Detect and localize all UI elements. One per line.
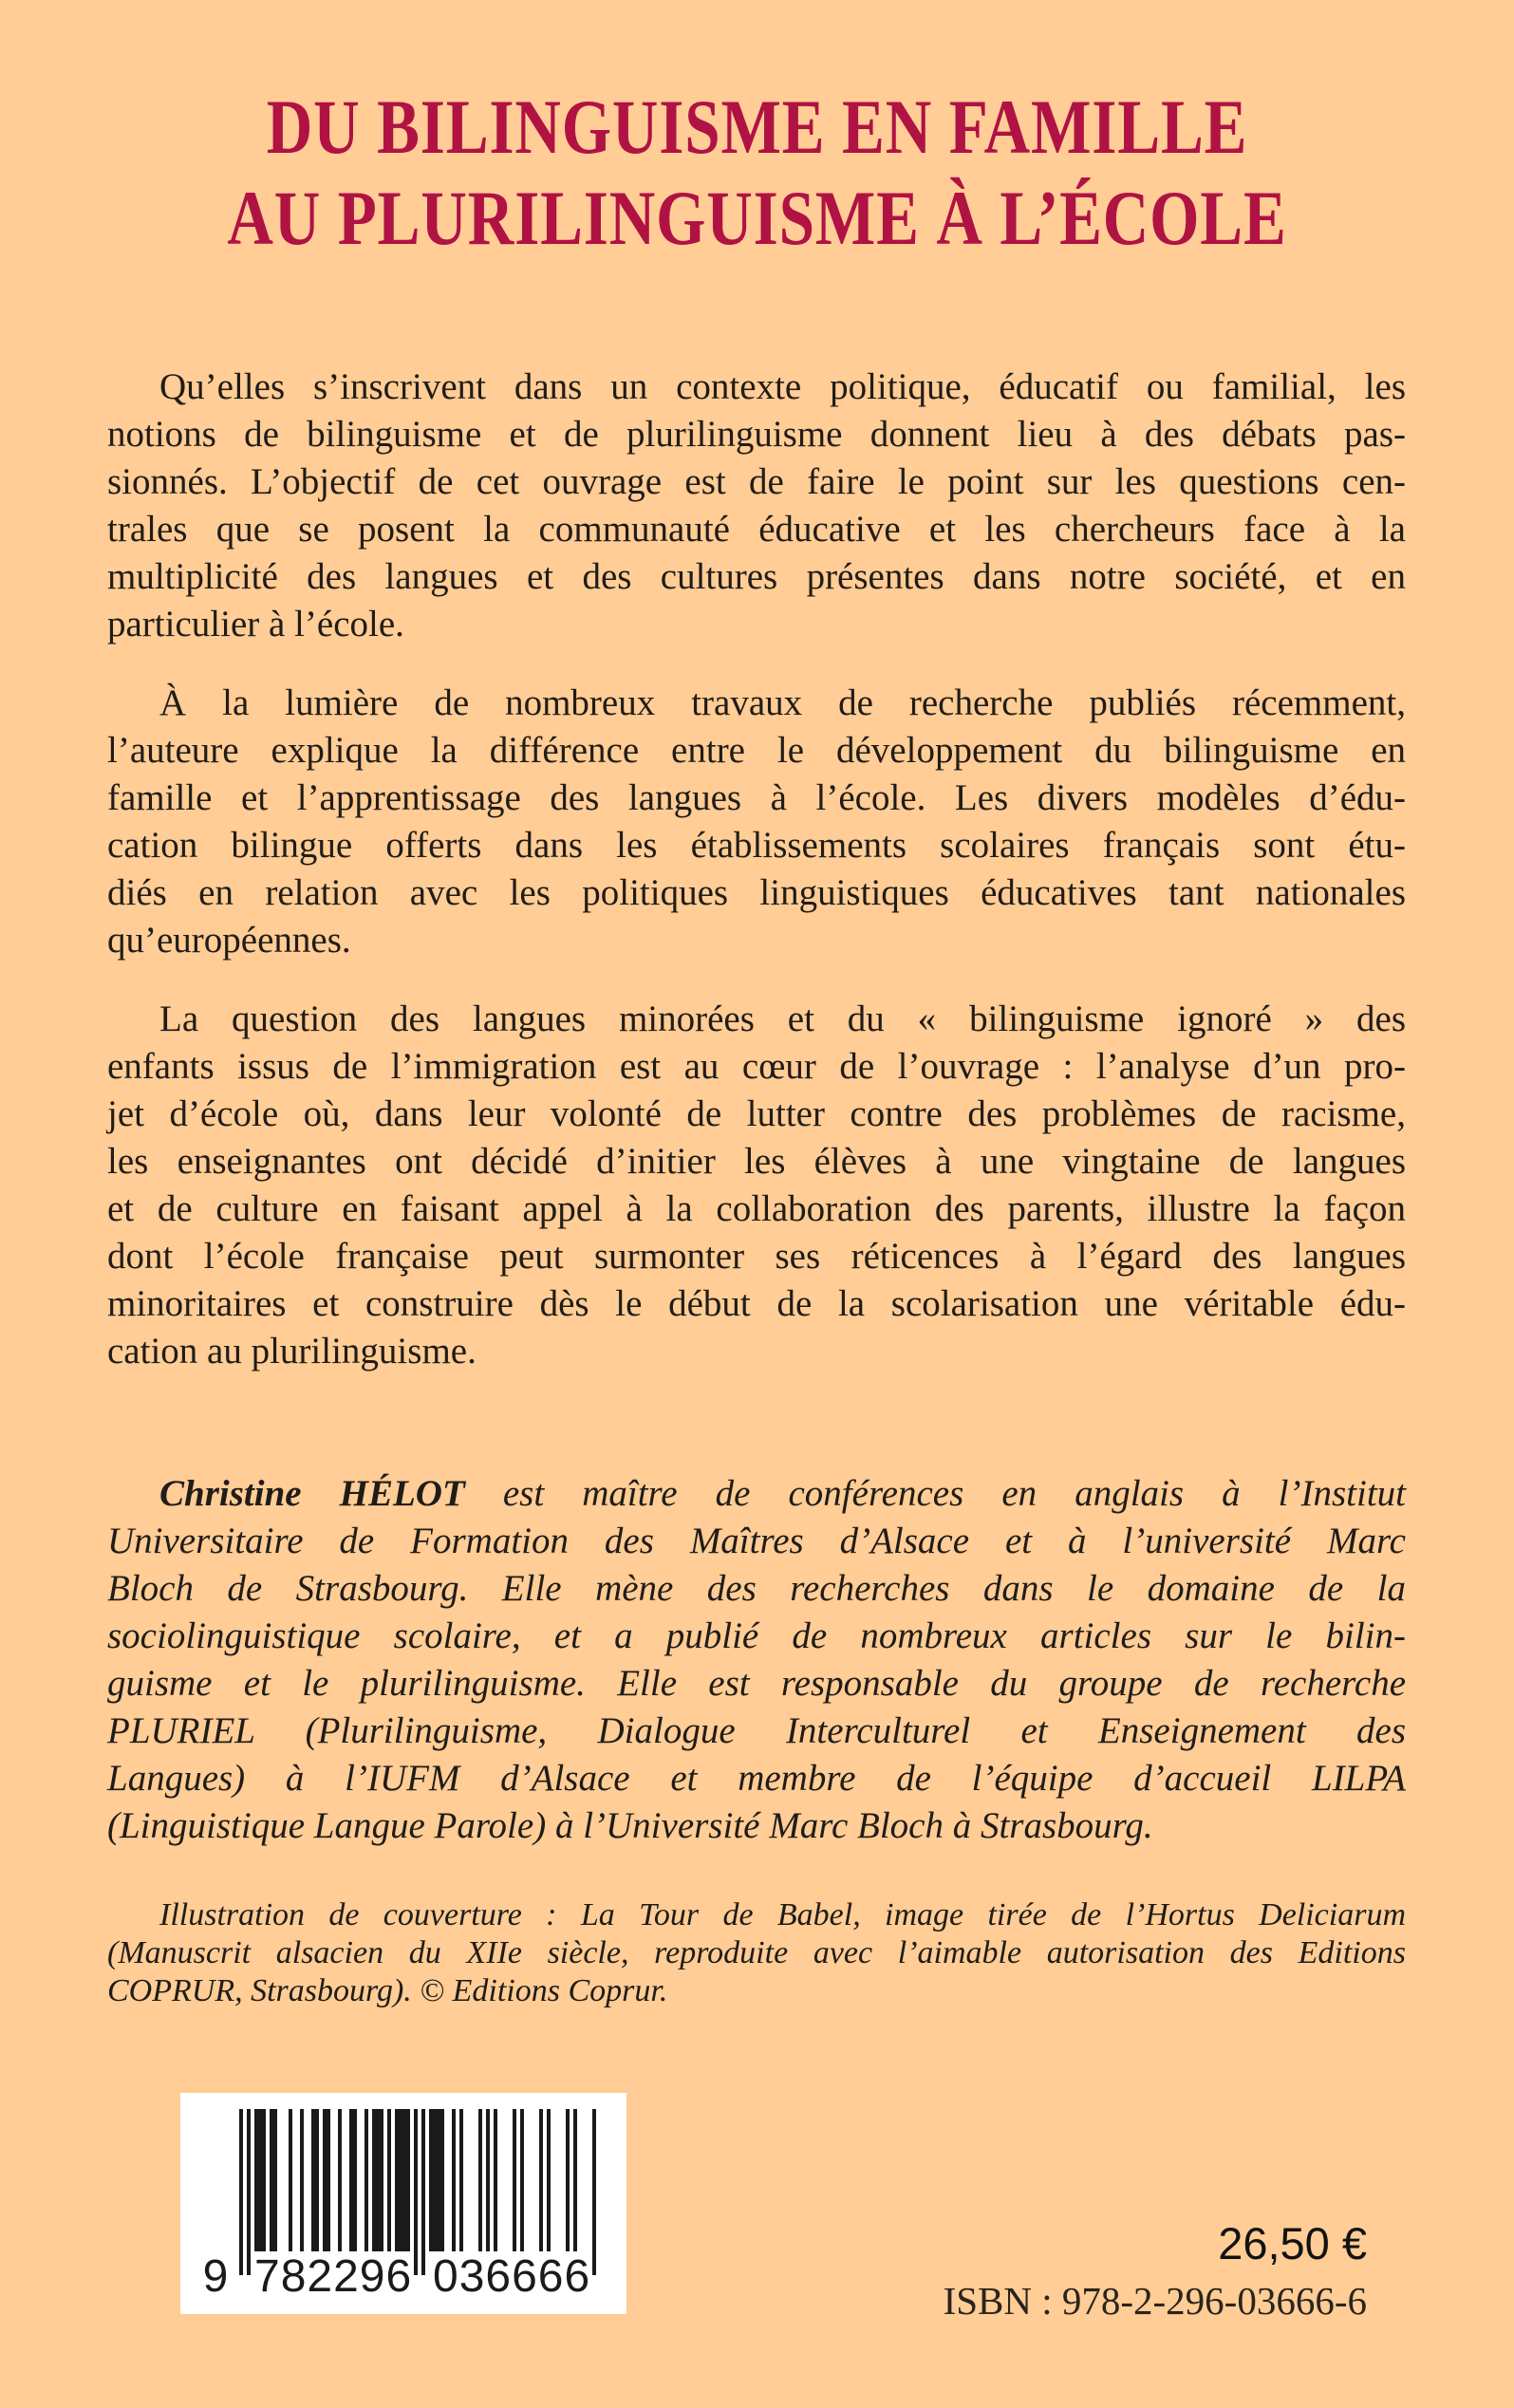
text-line: Christine HÉLOT est maître de conférences en anglais à l’Institut (159, 1473, 1406, 1514)
text-line: guisme et le plurilinguisme. Elle est responsable du groupe de recherche (107, 1663, 1406, 1704)
price: 26,50 € (1218, 2218, 1367, 2268)
barcode-bar (273, 2109, 277, 2251)
barcode-bar (566, 2109, 570, 2251)
book-title-line2: AU PLURILINGUISME À L’ÉCOLE (227, 175, 1287, 261)
barcode-bar (353, 2109, 357, 2251)
barcode-bar (440, 2109, 444, 2251)
text-line: diés en relation avec les politiques linguistiques éducatives tant nationales (107, 872, 1406, 913)
text-line: sionnés. L’objectif de cet ouvrage est de faire le point sur les questions cen- (107, 461, 1406, 502)
paragraph (107, 996, 1406, 1375)
text-line: (Manuscrit alsacien du XIIe siècle, reproduite avec l’aimable autorisation des Editions (107, 1935, 1406, 1970)
text-line: jet d’école où, dans leur volonté de lutter contre des problèmes de racisme, (107, 1093, 1406, 1134)
paragraph (107, 364, 1406, 648)
barcode-bar (289, 2109, 292, 2251)
text-line: famille et l’apprentissage des langues à l’école. Les divers modèles d’édu- (107, 777, 1406, 818)
text-line: sociolinguistique scolaire, et a publié de nombreux articles sur le bilin- (107, 1615, 1406, 1656)
author-name: Christine HÉLOT (159, 1473, 465, 1514)
barcode-bar (364, 2109, 368, 2251)
cover-illustration-credit (107, 1896, 1406, 2010)
book-title (137, 82, 1378, 264)
barcode-bar (380, 2109, 383, 2251)
text-line: (Linguistique Langue Parole) à l’Université Marc Bloch à Strasbourg. (107, 1805, 1153, 1846)
barcode-bar (539, 2109, 543, 2251)
text-line: particulier à l’école. (107, 604, 404, 644)
barcode-bar (520, 2109, 524, 2251)
text-line: multiplicité des langues et des cultures présentes dans notre société, et en (107, 556, 1406, 597)
barcode-bar (421, 2109, 425, 2275)
barcode-bar (478, 2109, 482, 2251)
text-line: cation bilingue offerts dans les établissements scolaires français sont étu- (107, 825, 1406, 866)
text-line: les enseignantes ont décidé d’initier les élèves à une vingtaine de langues (107, 1141, 1406, 1182)
barcode-bar (494, 2109, 497, 2251)
text-line: La question des langues minorées et du « bilinguisme ignoré » des (159, 999, 1406, 1039)
barcode-digits-right: 036666 (433, 2251, 591, 2302)
synopsis-paragraphs (107, 364, 1406, 1375)
text-line: PLURIEL (Plurilinguisme, Dialogue Interculturel et Enseignement des (107, 1710, 1406, 1751)
barcode-digits-left: 782296 (254, 2251, 413, 2302)
barcode-bar (592, 2109, 596, 2275)
barcode-bar (327, 2109, 330, 2251)
barcode-bar (547, 2109, 551, 2251)
barcode-bar (459, 2109, 463, 2251)
text-line: Qu’elles s’inscrivent dans un contexte politique, éducatif ou familial, les (159, 366, 1406, 407)
barcode-bar (452, 2109, 456, 2251)
text-line: notions de bilinguisme et de plurilinguisme donnent lieu à des débats pas- (107, 414, 1406, 455)
barcode-digit-leading: 9 (202, 2251, 229, 2302)
text-line: qu’européennes. (107, 920, 351, 961)
text-line: cation au plurilinguisme. (107, 1331, 477, 1372)
barcode-bar (486, 2109, 490, 2251)
isbn: ISBN : 978-2-296-03666-6 (943, 2279, 1367, 2323)
paragraph (107, 680, 1406, 964)
text-line: trales que se posent la communauté éducative et les chercheurs face à la (107, 509, 1406, 550)
text-line: Bloch de Strasbourg. Elle mène des recherches dans le domaine de la (107, 1568, 1406, 1609)
barcode-bar (300, 2109, 304, 2251)
text-line: et de culture en faisant appel à la collaboration des parents, illustre la façon (107, 1188, 1406, 1229)
barcode-bar (315, 2109, 319, 2251)
barcode-bar (513, 2109, 516, 2251)
barcode-bar (338, 2109, 342, 2251)
text-line: À la lumière de nombreux travaux de recherche publiés récemment, (159, 682, 1406, 723)
barcode-panel (180, 2093, 626, 2314)
barcode-bar (387, 2109, 391, 2251)
author-bio (107, 1470, 1406, 1850)
barcode-bar (573, 2109, 577, 2251)
text-line: enfants issus de l’immigration est au cœur de l’ouvrage : l’analyse d’un pro- (107, 1046, 1406, 1087)
ean13-barcode (239, 2109, 600, 2275)
text-line: COPRUR, Strasbourg). © Editions Coprur. (107, 1973, 668, 2008)
barcode-bar (247, 2109, 251, 2275)
barcode-bar (239, 2109, 243, 2275)
barcode-bar (406, 2109, 410, 2251)
barcode-bar (262, 2109, 266, 2251)
text-line: minoritaires et construire dès le début de la scolarisation une véritable édu- (107, 1283, 1406, 1324)
text-line: Illustration de couverture : La Tour de Babel, image tirée de l’Hortus Deliciarum (159, 1897, 1406, 1932)
text-line: l’auteure explique la différence entre le développement du bilinguisme en (107, 730, 1406, 771)
text-line: Langues) à l’IUFM d’Alsace et membre de l’équipe d’accueil LILPA (107, 1758, 1406, 1799)
text-line: Universitaire de Formation des Maîtres d’Alsace et à l’université Marc (107, 1521, 1406, 1561)
book-title-line1: DU BILINGUISME EN FAMILLE (266, 84, 1248, 170)
text-line: dont l’école française peut surmonter ses réticences à l’égard des langues (107, 1236, 1406, 1277)
barcode-bar (414, 2109, 418, 2275)
